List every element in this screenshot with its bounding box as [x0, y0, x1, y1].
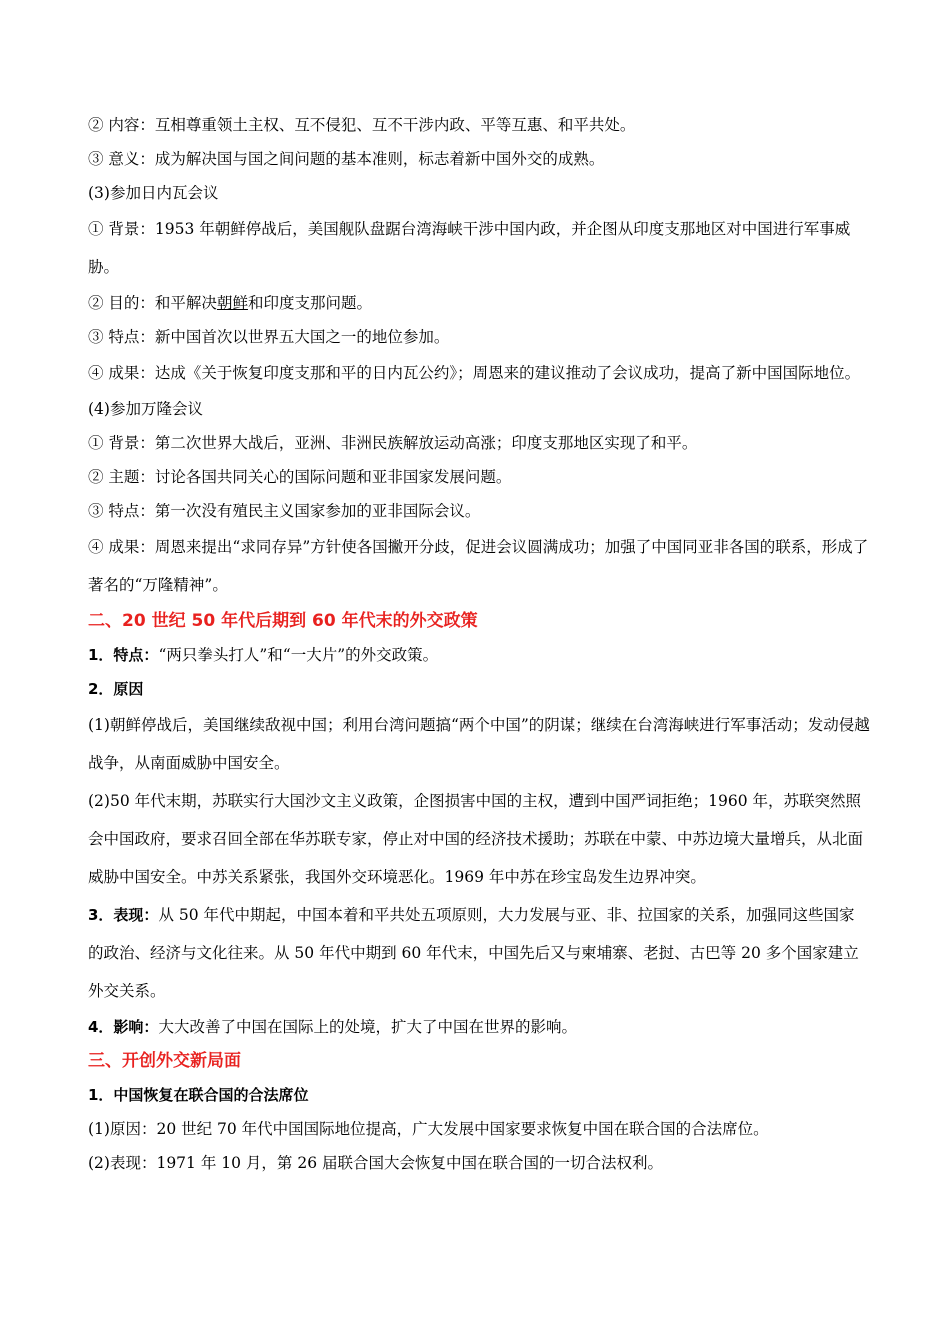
item-reason	[88, 672, 870, 706]
paragraph-significance: ③ 意义：成为解决国与国之间问题的基本准则，标志着新中国外交的成熟。	[88, 150, 605, 168]
item-manifestation	[88, 896, 870, 1010]
item-feature-text: “两只拳头打人”和“一大片”的外交政策。	[158, 646, 439, 664]
paragraph-bandung-background: ① 背景：第二次世界大战后，亚洲、非洲民族解放运动高涨；印度支那地区实现了和平。	[88, 434, 698, 452]
item-impact-label: 4．影响：	[88, 1018, 159, 1036]
paragraph-bandung-result: ④ 成果：周恩来提出“求同存异”方针使各国撇开分歧，促进会议圆满成功；加强了中国同亚非各国的联系，形成了著名的“万隆精神”。	[88, 538, 869, 594]
item-impact-text: 大大改善了中国在国际上的处境，扩大了中国在世界的影响。	[158, 1018, 577, 1036]
item-feature	[88, 638, 870, 672]
item-manifestation-label: 3．表现：	[88, 906, 159, 924]
paragraph-un-reason: (1)原因：20 世纪 70 年代中国国际地位提高，广大发展中国家要求恢复中国在联合国的合法席位。	[88, 1120, 769, 1138]
underlined-korea: 朝鲜	[216, 294, 248, 312]
subheading-geneva: (3)参加日内瓦会议	[88, 184, 219, 202]
item-reason-label: 2．原因	[88, 680, 144, 698]
paragraph-geneva-background: ① 背景：1953 年朝鲜停战后，美国舰队盘踞台湾海峡干涉中国内政，并企图从印度支那地区对中国进行军事威胁。	[88, 220, 851, 276]
section-heading-3: 三、开创外交新局面	[88, 1051, 241, 1071]
paragraph-geneva-result: ④ 成果：达成《关于恢复印度支那和平的日内瓦公约》；周恩来的建议推动了会议成功，提高了新中国国际地位。	[88, 364, 861, 382]
paragraph-geneva-purpose	[88, 286, 870, 320]
paragraph-bandung-feature: ③ 特点：第一次没有殖民主义国家参加的亚非国际会议。	[88, 502, 481, 520]
item-impact	[88, 1010, 870, 1044]
purpose-text-a: ② 目的：和平解决	[88, 294, 217, 312]
paragraph-reason-2: (2)50 年代末期，苏联实行大国沙文主义政策，企图损害中国的主权，遭到中国严词拒绝；1960 年，苏联突然照会中国政府，要求召回全部在华苏联专家，停止对中国的经济技术援助；苏联在中蒙、中苏边境大量增兵，从北面威胁中国安全。中苏关系紧张，我国外交环境恶化。1969 年中苏在珍宝岛发生边界冲突。	[88, 792, 864, 886]
section-heading-2: 二、20 世纪 50 年代后期到 60 年代末的外交政策	[88, 611, 478, 631]
paragraph-geneva-feature: ③ 特点：新中国首次以世界五大国之一的地位参加。	[88, 328, 450, 346]
paragraph-un-manifestation: (2)表现：1971 年 10 月，第 26 届联合国大会恢复中国在联合国的一切合法权利。	[88, 1154, 663, 1172]
item-un-seat-label: 1．中国恢复在联合国的合法席位	[88, 1086, 309, 1104]
paragraph-content: ② 内容：互相尊重领土主权、互不侵犯、互不干涉内政、平等互惠、和平共处。	[88, 116, 636, 134]
paragraph-bandung-theme: ② 主题：讨论各国共同关心的国际问题和亚非国家发展问题。	[88, 468, 512, 486]
item-un-seat	[88, 1078, 870, 1112]
subheading-bandung: (4)参加万隆会议	[88, 400, 203, 418]
item-manifestation-text: 从 50 年代中期起，中国本着和平共处五项原则，大力发展与亚、非、拉国家的关系，加强同这些国家的政治、经济与文化往来。从 50 年代中期到 60 年代末，中国先后又与柬埔寨、老挝、古巴等 20 多个国家建立外交关系。	[88, 906, 859, 1000]
paragraph-reason-1: (1)朝鲜停战后，美国继续敌视中国；利用台湾问题搞“两个中国”的阴谋；继续在台湾海峡进行军事活动；发动侵越战争，从南面威胁中国安全。	[88, 716, 870, 772]
document-body	[88, 108, 870, 1180]
purpose-text-b: 和印度支那问题。	[247, 294, 372, 312]
item-feature-label: 1．特点：	[88, 646, 159, 664]
